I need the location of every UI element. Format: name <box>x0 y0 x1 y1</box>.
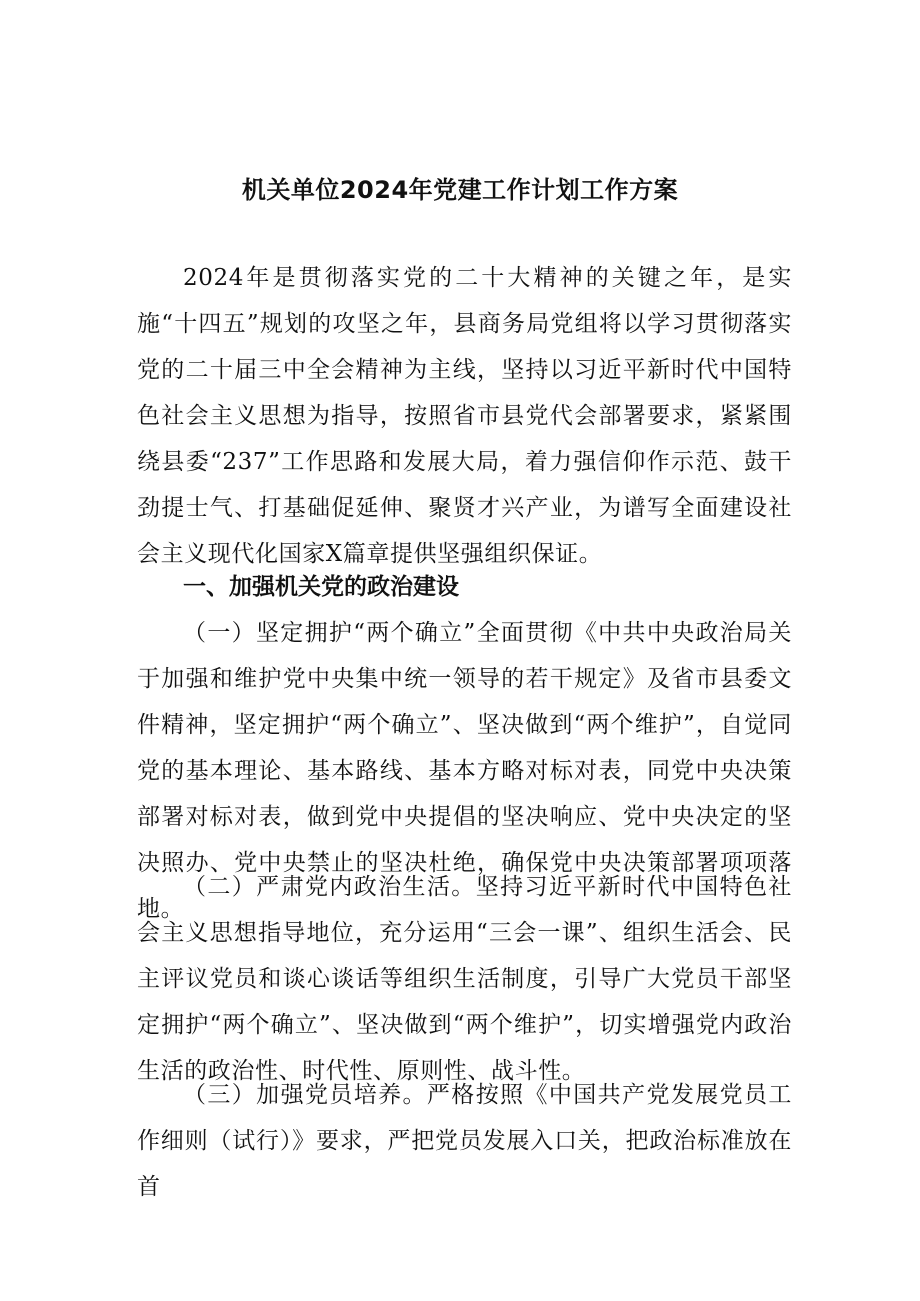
intro-paragraph: 2024年是贯彻落实党的二十大精神的关键之年，是实施“十四五”规划的攻坚之年，县商务局党组将以学习贯彻落实党的二十届三中全会精神为主线，坚持以习近平新时代中国特色社会主义思想为指导，按照省市县党代会部署要求，紧紧围绕县委“237”工作思路和发展大局，着力强信仰作示范、鼓干劲提士气、打基础促延伸、聚贤才兴产业，为谱写全面建设社会主义现代化国家X篇章提供坚强组织保证。 <box>137 265 792 567</box>
section-heading-1: 一、加强机关党的政治建设 <box>183 574 459 600</box>
section-1-item-3-paragraph: （三）加强党员培养。严格按照《中国共产党发展党员工作细则（试行）》要求，严把党员发展入口关，把政治标准放在首 <box>137 1082 792 1200</box>
document-title: 机关单位2024年党建工作计划工作方案 <box>241 176 679 204</box>
section-1-item-1-paragraph: （一）坚定拥护“两个确立”全面贯彻《中共中央政治局关于加强和维护党中央集中统一领导的若干规定》及省市县委文件精神，坚定拥护“两个确立”、坚决做到“两个维护”，自觉同党的基本理论、基本路线、基本方略对标对表，同党中央决策部署对标对表，做到党中央提倡的坚决响应、党中央决定的坚决照办、党中央禁止的坚决杜绝，确保党中央决策部署项项落地。 <box>137 620 792 922</box>
section-1-item-2-paragraph: （二）严肃党内政治生活。坚持习近平新时代中国特色社会主义思想指导地位，充分运用“三会一课”、组织生活会、民主评议党员和谈心谈话等组织生活制度，引导广大党员干部坚定拥护“两个确立”、坚决做到“两个维护”，切实增强党内政治生活的政治性、时代性、原则性、战斗性。 <box>137 874 792 1084</box>
